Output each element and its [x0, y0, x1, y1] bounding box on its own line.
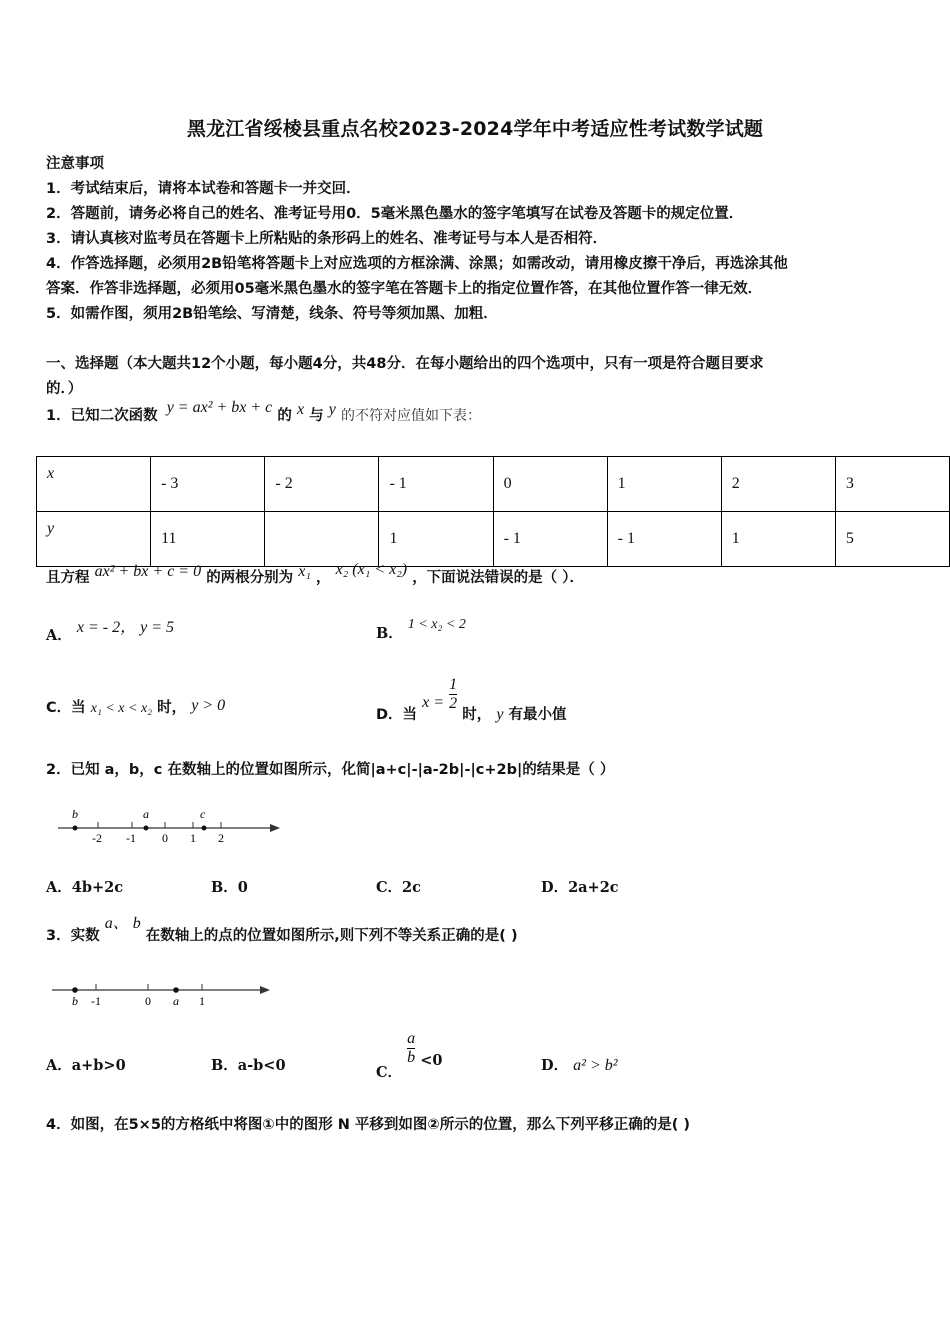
point-a: [173, 987, 179, 993]
q1-mid2: 与: [309, 408, 324, 424]
note-item: 1．考试结束后，请将本试卷和答题卡一并交回．: [46, 181, 361, 197]
tick-label: 0: [145, 994, 151, 1008]
section-heading-line2: 的．）: [46, 381, 83, 397]
point-b: [72, 987, 78, 993]
point-b: [73, 826, 78, 831]
q3-option-b[interactable]: B．a-b<0: [211, 1057, 286, 1074]
option-mid: 时，: [157, 700, 187, 716]
tick-label: -2: [92, 831, 102, 845]
q1-option-d[interactable]: [376, 676, 567, 723]
q3-vars: a、 b: [104, 915, 141, 932]
q1-comma: ，: [316, 570, 331, 586]
note-item: 3．请认真核对监考员在答题卡上所粘贴的条形码上的姓名、准考证号与本人是否相符．: [46, 231, 608, 247]
table-cell: - 2: [265, 457, 379, 512]
fraction-denominator: b: [407, 1049, 416, 1066]
q3-suffix: 在数轴上的点的位置如图所示,则下列不等关系正确的是( ): [145, 928, 518, 944]
value-table: [36, 456, 950, 567]
question-1-stem: [46, 399, 481, 425]
q2-option-a[interactable]: A．4b+2c: [46, 879, 124, 896]
table-cell: 3: [835, 457, 949, 512]
point-c: [202, 826, 207, 831]
q1-option-b[interactable]: [376, 617, 466, 643]
q1-function: y = ax² + bx + c: [166, 399, 273, 416]
q3-option-a[interactable]: A．a+b>0: [46, 1057, 126, 1074]
q1-x1: x₁: [298, 563, 311, 580]
option-suffix: 有最小值: [508, 707, 567, 723]
option-label: C．: [376, 1064, 403, 1081]
tick-label: 1: [190, 831, 196, 845]
table-cell: 0: [493, 457, 607, 512]
q1-cond-mid: 的两根分别为: [206, 570, 294, 586]
fraction-one-half: [449, 676, 457, 713]
q1-suffix: 的不符对应值如下表：: [340, 408, 481, 424]
table-cell: - 1: [493, 512, 607, 567]
fraction-a-over-b: [407, 1030, 415, 1067]
option-label: C．当: [46, 700, 86, 716]
q2-option-d[interactable]: D．2a+2c: [541, 879, 619, 896]
note-item: 答案．作答非选择题，必须用05毫米黑色墨水的签字笔在答题卡上的指定位置作答，在其他位置作答一律无效．: [46, 281, 763, 297]
question-3-stem: [46, 915, 518, 945]
q2-number-line: [50, 800, 290, 850]
table-row-x: [37, 457, 950, 512]
q1-mid1: 的: [277, 408, 292, 424]
q3-number-line: [48, 976, 278, 1012]
q1-x2-cond: x₂ (x₁ < x₂): [335, 561, 408, 578]
tick-label: 2: [218, 831, 224, 845]
axis-arrow: [260, 986, 270, 994]
table-row-y: [37, 512, 950, 567]
note-item: 5．如需作图，须用2B铅笔绘、写清楚，线条、符号等须加黑、加粗．: [46, 306, 498, 322]
point-a: [144, 826, 149, 831]
table-cell: y: [37, 512, 151, 567]
tick-label: 1: [199, 994, 205, 1008]
point-label: b: [72, 807, 78, 821]
table-cell: 1: [721, 512, 835, 567]
point-label: a: [143, 807, 149, 821]
table-cell: 11: [151, 512, 265, 567]
q1-equation: ax² + bx + c = 0: [94, 563, 202, 580]
axis-arrow: [270, 824, 280, 832]
q1-prefix: 1．已知二次函数: [46, 408, 158, 424]
q1-cond-suffix: ，下面说法错误的是（ ）．: [412, 570, 584, 586]
fraction-numerator: 1: [449, 676, 458, 693]
tick-label: 0: [162, 831, 168, 845]
q1-condition: [46, 561, 584, 587]
option-math: x =: [422, 694, 445, 711]
table-cell: x: [37, 457, 151, 512]
q3-option-c[interactable]: [376, 1030, 443, 1081]
q1-x-var: x: [296, 401, 305, 418]
table-cell: 1: [379, 512, 493, 567]
table-cell: 2: [721, 457, 835, 512]
option-label: D．当: [376, 707, 418, 723]
question-2-stem: 2．已知 a，b，c 在数轴上的位置如图所示，化简|a+c|-|a-2b|-|c+2b|的结果是（ ）: [46, 762, 615, 778]
point-label: b: [72, 994, 78, 1008]
tick-label: -1: [126, 831, 136, 845]
option-math: 1 < x₂ < 2: [407, 617, 466, 632]
q2-option-c[interactable]: C．2c: [376, 879, 421, 896]
q3-prefix: 3．实数: [46, 928, 100, 944]
tick-label: -1: [91, 994, 101, 1008]
q1-option-a[interactable]: [46, 619, 174, 645]
table-cell: 1: [607, 457, 721, 512]
option-math: x₁ < x < x₂: [90, 701, 153, 716]
option-suffix: <0: [420, 1052, 443, 1069]
table-cell: [265, 512, 379, 567]
q3-option-d[interactable]: [541, 1054, 618, 1075]
section-heading-line1: 一、选择题（本大题共12个小题，每小题4分，共48分．在每小题给出的四个选项中，只有一项是符合题目要求: [46, 356, 764, 372]
option-label: B．: [376, 625, 403, 642]
q2-option-b[interactable]: B．0: [211, 879, 248, 896]
note-item: 2．答题前，请务必将自己的姓名、准考证号用0．5毫米黑色墨水的签字笔填写在试卷及答题卡的规定位置．: [46, 206, 744, 222]
table-cell: - 1: [607, 512, 721, 567]
table-cell: - 1: [379, 457, 493, 512]
fraction-denominator: 2: [449, 695, 458, 712]
q1-cond-prefix: 且方程: [46, 570, 90, 586]
option-label: D．: [541, 1057, 569, 1074]
point-label: c: [200, 807, 206, 821]
point-label: a: [173, 994, 179, 1008]
fraction-numerator: a: [407, 1030, 416, 1047]
option-label: A．: [46, 627, 72, 644]
table-cell: - 3: [151, 457, 265, 512]
note-item: 4．作答选择题，必须用2B铅笔将答题卡上对应选项的方框涂满、涂黑；如需改动，请用橡皮擦干净后，再选涂其他: [46, 256, 788, 272]
question-4-stem: 4．如图，在5×5的方格纸中将图①中的图形 N 平移到如图②所示的位置，那么下列平移正确的是( ): [46, 1117, 691, 1133]
option-math: a² > b²: [573, 1057, 618, 1074]
option-math: y: [496, 706, 504, 723]
page-title: 黑龙江省绥棱县重点名校2023-2024学年中考适应性考试数学试题: [186, 118, 764, 140]
option-math: y > 0: [191, 697, 226, 714]
option-mid: 时，: [462, 707, 492, 723]
table-cell: 5: [835, 512, 949, 567]
option-math: x = - 2， y = 5: [76, 619, 174, 636]
notes-heading: 注意事项: [46, 156, 104, 172]
q1-option-c[interactable]: [46, 696, 225, 717]
q1-y-var: y: [328, 401, 336, 418]
